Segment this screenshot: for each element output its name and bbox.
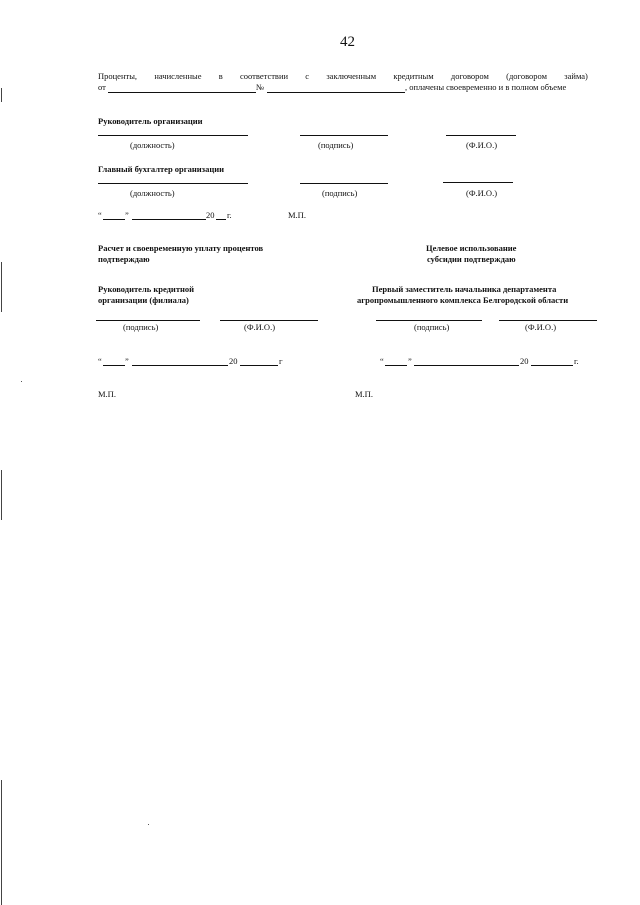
chief-accountant-position-line xyxy=(98,183,248,184)
chief-accountant-fio-caption: (Ф.И.О.) xyxy=(466,188,498,198)
scan-edge-mark xyxy=(1,470,2,520)
scan-speck xyxy=(148,824,149,825)
deputy-date-year-prefix: 20 xyxy=(520,356,529,366)
bank-date-year-suffix: г xyxy=(279,356,283,366)
bank-head-line-1: Руководитель кредитной xyxy=(98,284,195,294)
bank-date-quote-open: “ xyxy=(98,356,102,366)
bank-stamp-label: М.П. xyxy=(98,389,116,399)
date-year-line xyxy=(216,219,226,220)
bank-date-day-line xyxy=(103,365,125,366)
intro-paid-text: , оплачены своевременно и в полном объеме xyxy=(405,82,567,92)
deputy-stamp-label: М.П. xyxy=(355,389,373,399)
bank-date-year-prefix: 20 xyxy=(229,356,238,366)
deputy-fio-line xyxy=(499,320,597,321)
bank-date-quote-close: ” xyxy=(125,356,129,366)
intro-word: кредитным xyxy=(393,71,434,81)
page-number: 42 xyxy=(340,34,355,50)
head-org-position-line xyxy=(98,135,248,136)
date-year-prefix: 20 xyxy=(206,210,215,220)
intro-word: Проценты, xyxy=(98,71,138,81)
deputy-date-day-line xyxy=(385,365,407,366)
deputy-date-year-line xyxy=(531,365,573,366)
date-month-line xyxy=(132,219,206,220)
head-org-fio-line xyxy=(446,135,516,136)
contract-date-line xyxy=(108,92,256,93)
date-quote-close: ” xyxy=(125,210,129,220)
interest-confirm-line-1: Расчет и своевременную уплату процентов xyxy=(98,243,264,253)
intro-word: (договором xyxy=(506,71,548,81)
interest-confirm-line-2: подтверждаю xyxy=(98,254,150,264)
deputy-date-quote-open: “ xyxy=(380,356,384,366)
bank-head-fio-caption: (Ф.И.О.) xyxy=(244,322,276,332)
subsidy-confirm-line-2: субсидии подтверждаю xyxy=(427,254,516,264)
scan-edge-mark xyxy=(1,262,2,312)
deputy-signature-caption: (подпись) xyxy=(414,322,450,332)
deputy-signature-line xyxy=(376,320,482,321)
chief-accountant-title: Главный бухгалтер организации xyxy=(98,164,225,174)
scan-speck xyxy=(21,381,22,382)
intro-word: с xyxy=(305,71,310,81)
bank-head-fio-line xyxy=(220,320,318,321)
chief-accountant-signature-caption: (подпись) xyxy=(322,188,358,198)
deputy-head-line-2: агропромышленного комплекса Белгородской области xyxy=(357,295,569,305)
date-year-suffix: г. xyxy=(227,210,232,220)
chief-accountant-position-caption: (должность) xyxy=(130,188,175,198)
intro-word: заключенным xyxy=(326,71,377,81)
scan-edge-mark xyxy=(1,780,2,905)
head-org-signature-caption: (подпись) xyxy=(318,140,354,150)
subsidy-confirm-line-1: Целевое использование xyxy=(426,243,517,253)
intro-line-1 xyxy=(98,71,588,81)
deputy-date-month-line xyxy=(414,365,519,366)
intro-from-label: от xyxy=(98,82,106,92)
bank-head-signature-caption: (подпись) xyxy=(123,322,159,332)
date-day-line xyxy=(103,219,125,220)
bank-date-year-line xyxy=(240,365,278,366)
deputy-fio-caption: (Ф.И.О.) xyxy=(525,322,557,332)
head-org-title: Руководитель организации xyxy=(98,116,203,126)
head-org-position-caption: (должность) xyxy=(130,140,175,150)
stamp-label: М.П. xyxy=(288,210,306,220)
chief-accountant-signature-line xyxy=(300,183,388,184)
deputy-date-quote-close: ” xyxy=(408,356,412,366)
bank-head-signature-line xyxy=(96,320,200,321)
bank-date-month-line xyxy=(132,365,228,366)
head-org-fio-caption: (Ф.И.О.) xyxy=(466,140,498,150)
intro-word: в xyxy=(218,71,223,81)
head-org-signature-line xyxy=(300,135,388,136)
scan-edge-mark xyxy=(1,88,2,102)
deputy-date-year-suffix: г. xyxy=(574,356,579,366)
date-quote-open: “ xyxy=(98,210,102,220)
contract-number-line xyxy=(267,92,405,93)
intro-word: соответствии xyxy=(240,71,289,81)
deputy-head-line-1: Первый заместитель начальника департамента xyxy=(372,284,557,294)
chief-accountant-fio-line xyxy=(443,182,513,183)
intro-number-sign: № xyxy=(256,82,265,92)
intro-word: начисленные xyxy=(154,71,202,81)
intro-word: займа) xyxy=(564,71,588,81)
intro-word: договором xyxy=(450,71,489,81)
bank-head-line-2: организации (филиала) xyxy=(98,295,189,305)
